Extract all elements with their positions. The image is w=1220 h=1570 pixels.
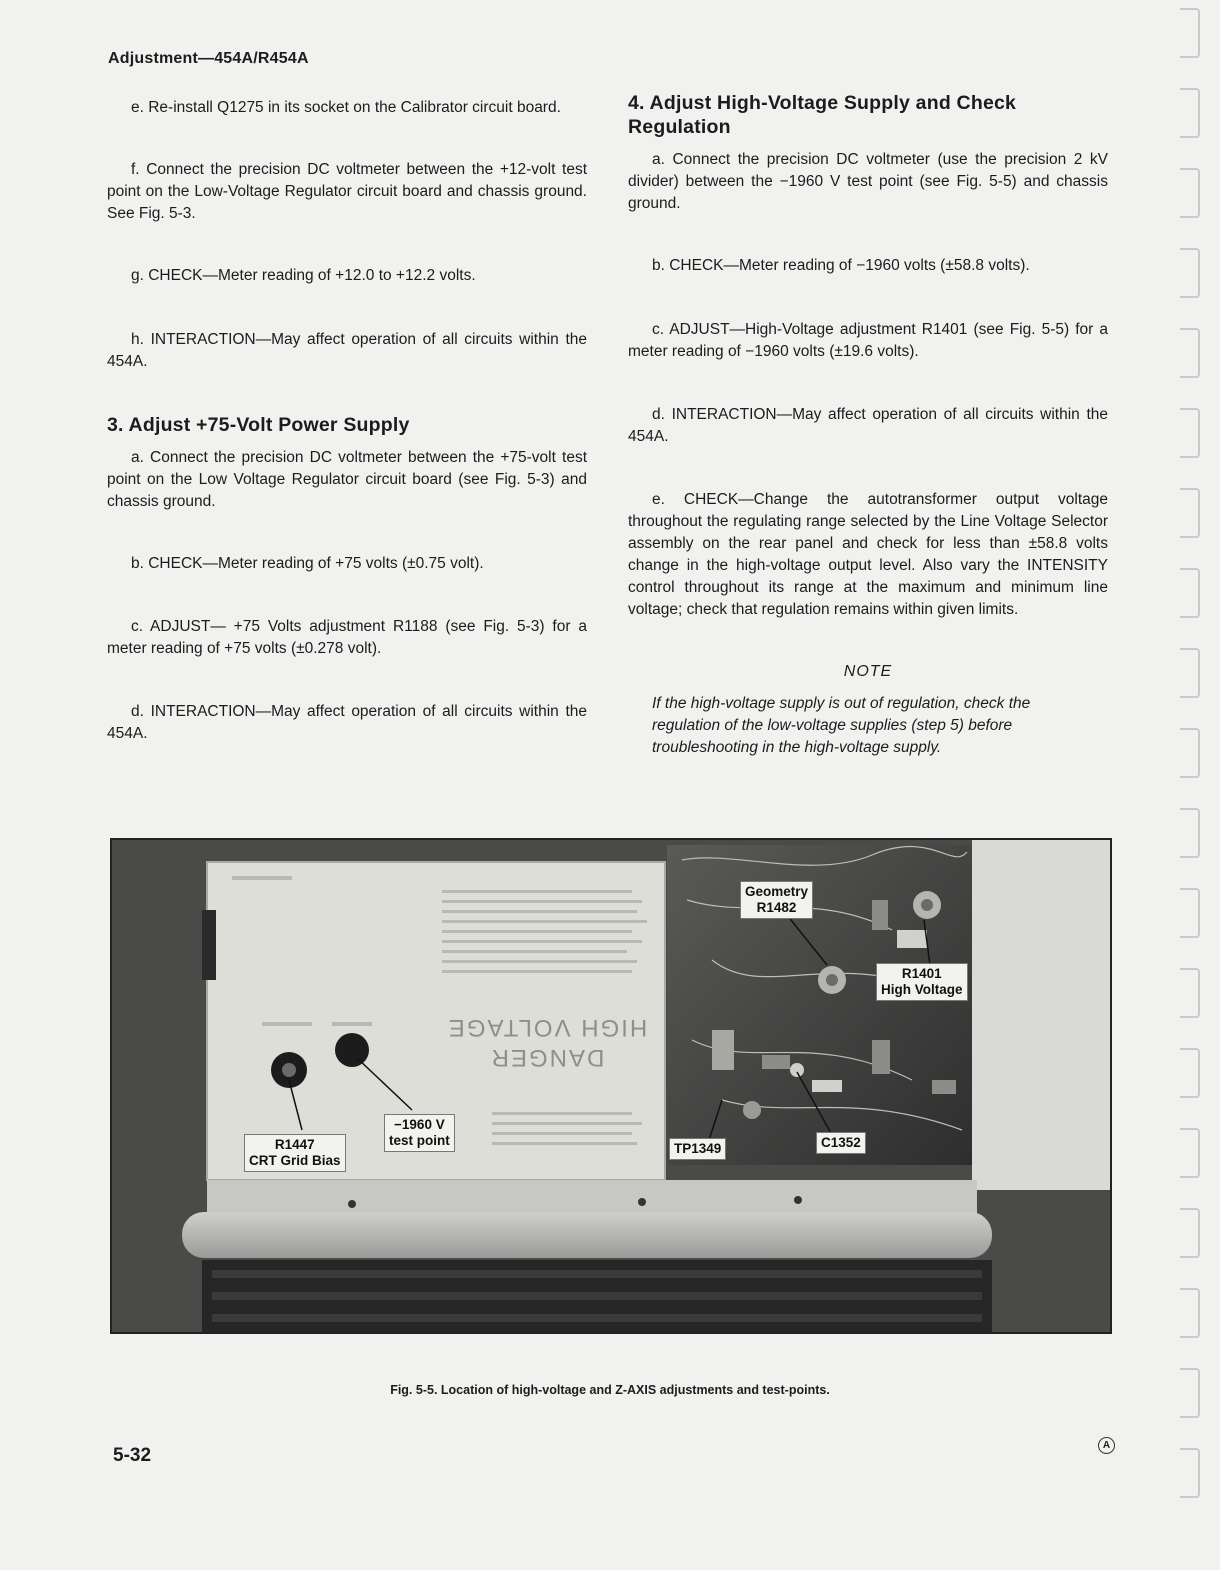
note-title: NOTE: [843, 663, 893, 680]
section-3-step-a: a. Connect the precision DC voltmeter between the +75-volt test point on the Low Voltage Regulator circuit board (see Fig. 5-3) and chassis ground.: [107, 449, 587, 510]
label-1960v-line2: test point: [389, 1133, 450, 1148]
label-1960v-test-point: [384, 1114, 455, 1152]
shield-text-danger: DANGER: [489, 1044, 605, 1071]
step-h: h. INTERACTION—May affect operation of all circuits within the 454A.: [107, 331, 587, 370]
page-number: 5-32: [113, 1445, 152, 1466]
step-f: f. Connect the precision DC voltmeter between the +12-volt test point on the Low-Voltage Regulator circuit board and chassis ground. See Fig. 5-3.: [107, 161, 587, 222]
label-1960v-line1: −1960 V: [394, 1117, 445, 1132]
section-4-step-e: e. CHECK—Change the autotransformer output voltage throughout the regulating range selected by the Line Voltage Selector assembly on the rear panel and check for less than ±58.8 volts change in the high-voltage output level. Also vary the INTENSITY control throughout its range at the maximum and minimum line voltage; check that regulation remains within given limits.: [628, 491, 1108, 618]
page-header: Adjustment—454A/R454A: [108, 50, 309, 67]
instrument-photo: [112, 840, 1110, 1332]
step-g: g. CHECK—Meter reading of +12.0 to +12.2 volts.: [131, 267, 476, 284]
section-4-step-a: a. Connect the precision DC voltmeter (use the precision 2 kV divider) between the −1960 V test point (see Fig. 5-5) and chassis ground.: [628, 151, 1108, 212]
section-4-title: 4. Adjust High-Voltage Supply and Check Regulation: [628, 92, 1017, 138]
section-4-step-b: b. CHECK—Meter reading of −1960 volts (±58.8 volts).: [652, 257, 1030, 274]
revision-mark: A: [1098, 1437, 1115, 1454]
section-4-step-d: d. INTERACTION—May affect operation of all circuits within the 454A.: [628, 406, 1108, 445]
note-text: If the high-voltage supply is out of regulation, check the regulation of the low-voltage supplies (step 5) before troubleshooting in the high-voltage supply.: [652, 695, 1031, 756]
label-geometry-line1: Geometry: [745, 884, 809, 899]
label-geometry-r1482: [740, 881, 813, 919]
figure-photo: [110, 838, 1112, 1334]
section-3-step-d: d. INTERACTION—May affect operation of all circuits within the 454A.: [107, 703, 587, 742]
label-r1401-line1: R1401: [901, 966, 942, 981]
chassis-rail: [207, 1180, 977, 1216]
left-column: [107, 97, 587, 745]
step-e: e. Re-install Q1275 in its socket on the Calibrator circuit board.: [131, 99, 561, 116]
label-r1447-line2: CRT Grid Bias: [249, 1153, 341, 1168]
figure-caption: Fig. 5-5. Location of high-voltage and Z-AXIS adjustments and test-points.: [390, 1383, 830, 1397]
section-3-step-b: b. CHECK—Meter reading of +75 volts (±0.75 volt).: [131, 555, 484, 572]
label-r1447-line1: R1447: [274, 1137, 315, 1152]
right-column: [628, 91, 1108, 759]
section-3-title: 3. Adjust +75-Volt Power Supply: [107, 414, 410, 436]
right-frame: [972, 840, 1110, 1190]
label-r1401-line2: High Voltage: [881, 982, 963, 997]
front-bezel: [182, 1212, 992, 1258]
label-tp1349: TP1349: [669, 1138, 726, 1160]
label-r1447-crt-grid-bias: [244, 1134, 346, 1172]
shield-text-high-voltage: HIGH VOLTAGE: [446, 1014, 648, 1041]
section-3-step-c: c. ADJUST— +75 Volts adjustment R1188 (see Fig. 5-3) for a meter reading of +75 volts (±0.278 volt).: [107, 618, 587, 657]
label-geometry-line2: R1482: [756, 900, 797, 915]
label-c1352: C1352: [816, 1132, 866, 1154]
label-r1401-high-voltage: [876, 963, 968, 1001]
binder-tabs: [1180, 0, 1202, 1570]
section-4-step-c: c. ADJUST—High-Voltage adjustment R1401 (see Fig. 5-5) for a meter reading of −1960 volts (±19.6 volts).: [628, 321, 1108, 360]
test-point-1960v: [335, 1033, 369, 1067]
